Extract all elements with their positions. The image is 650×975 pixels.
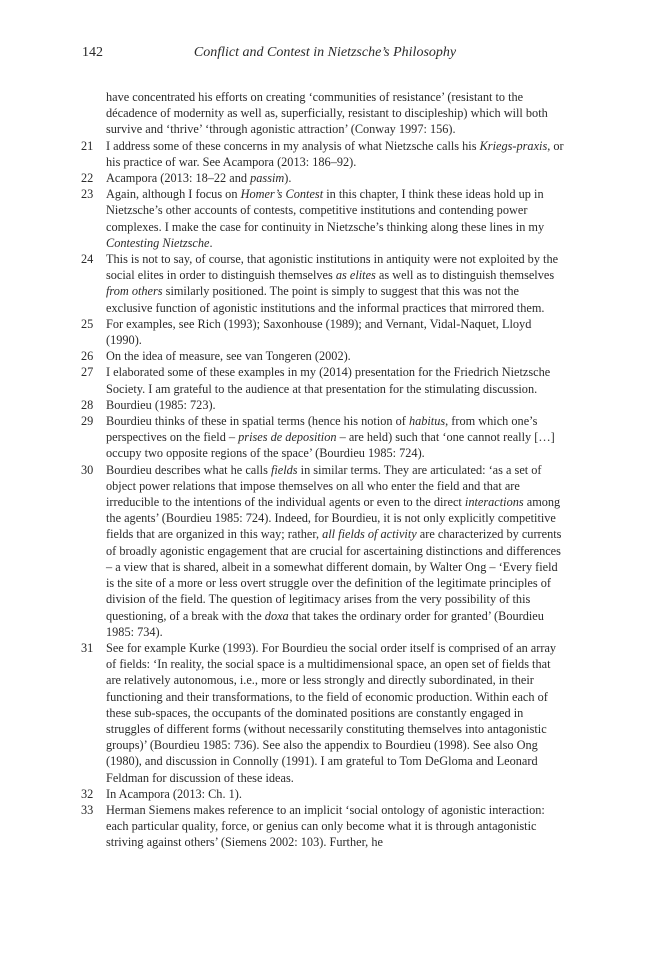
endnote (81, 413, 567, 462)
endnote-italic-text: passim (250, 171, 285, 186)
endnote-text-run: Bourdieu thinks of these in spatial terms (hence his notion of (106, 414, 409, 429)
endnote-italic-text: prises de deposition (238, 430, 337, 445)
endnote-text-run: . (209, 235, 213, 250)
endnote-text (106, 316, 567, 348)
endnote-text (106, 348, 567, 364)
endnote-text-run: are characterized by currents of broadly agonistic engagement that are crucial for ascertaining distinctions and differences – a view that is shared, albeit in a somewhat different domain, by Walter Ong – ‘Every field is the site of a more or less overt struggle over the definition of the legitimate principles of division of the field. The question of legitimacy arises from the very possibility of this questioning, of a break with the (106, 527, 562, 623)
endnote-italic-text: Kriegs-praxis (479, 138, 548, 153)
endnote-text-run: I elaborated some of these examples in my (2014) presentation for the Friedrich Nietzsche Society. I am grateful to the audience at that presentation for the stimulating discussion. (106, 365, 551, 396)
endnote-italic-text: Homer’s Contest (240, 187, 324, 202)
endnote-text-run: among the agents’ (Bourdieu 1985: 724). Indeed, for Bourdieu, it is not only explicitly competitive fields that are organized in this way; rather, (106, 495, 561, 542)
endnote-number: 28 (81, 397, 94, 412)
endnote (81, 802, 567, 851)
endnote-text (106, 364, 567, 396)
endnote-number: 23 (81, 187, 94, 202)
endnote-number: 24 (81, 252, 94, 267)
endnote-text (106, 462, 567, 640)
endnote-text (106, 186, 567, 251)
endnote-italic-text: fields (270, 462, 298, 477)
endnote (81, 170, 567, 186)
endnote-text (106, 413, 567, 462)
endnote (81, 364, 567, 396)
endnote-text-run: Again, although I focus on (106, 187, 241, 202)
endnote-text-run: similarly positioned. The point is simply to suggest that this was not the exclusive function of agonistic institutions and the informal practices that mirrored them. (106, 284, 545, 315)
endnote-italic-text: Contesting Nietzsche (106, 235, 210, 250)
endnote-text-run: In Acampora (2013: Ch. 1). (106, 786, 242, 801)
endnote (81, 462, 567, 640)
endnote-text-run: See for example Kurke (1993). For Bourdieu the social order itself is comprised of an array of fields: ‘In reality, the social space is a multidimensional space, an open set of fields that are relatively autonomous, i.e., more or less strongly and directly subordinated, in their functioning and their transformations, to the field of economic production. Within each of these sub-spaces, the occupants of the dominated positions are constantly engaged in struggles of different forms (without necessarily constituting themselves into antagonistic groups)’ (Bourdieu 1985: 736). See also the appendix to Bourdieu (1998). See also Ong (1980), and discussion in Connolly (1991). I am grateful to Tom DeGloma and Leonard Feldman for discussion of these ideas. (106, 640, 557, 785)
endnote-number: 21 (81, 138, 94, 153)
endnote-number: 25 (81, 316, 94, 331)
endnote (81, 316, 567, 348)
endnote-text (106, 251, 567, 316)
endnote-text (106, 170, 567, 186)
endnote-italic-text: from others (106, 284, 163, 299)
endnote-text-run: ). (284, 171, 292, 186)
endnote-text (106, 138, 567, 170)
endnote-text-run: in similar terms. They are articulated: ‘as a set of object power relations that impose themselves on all who enter the field and that are irreducible to the intentions of the individual agents or even to the direct (106, 462, 542, 510)
endnote-text-run: in this chapter, I think these ideas hold up in Nietzsche’s other accounts of contests, competitive institutions and contending power complexes. I make the case for continuity in Nietzsche’s thinking along these lines in my (106, 187, 545, 234)
endnote-number: 29 (81, 414, 94, 429)
endnote-text-run: as well as to distinguish themselves (375, 268, 555, 283)
endnote-italic-text: doxa (264, 608, 289, 623)
endnote-italic-text: interactions (464, 495, 524, 510)
endnote (81, 186, 567, 251)
endnote-text-run: On the idea of measure, see van Tongeren (2002). (106, 349, 351, 364)
endnote-number: 26 (81, 349, 94, 364)
endnote-text-run: Bourdieu describes what he calls (106, 462, 271, 477)
endnote-number: 33 (81, 802, 94, 817)
endnotes-list (81, 89, 567, 851)
endnote-number: 22 (81, 171, 94, 186)
endnote-text (106, 89, 567, 138)
endnote-text-run: that takes the ordinary order for granted’ (Bourdieu 1985: 734). (106, 608, 544, 639)
endnote (81, 138, 567, 170)
endnote-italic-text: all fields of activity (322, 527, 417, 542)
endnote-italic-text: as elites (335, 268, 376, 283)
endnote-text-run: , or his practice of war. See Acampora (2013: 186–92). (106, 138, 564, 169)
endnote-text-run: Acampora (2013: 18–22 and (106, 171, 251, 186)
endnote-number: 27 (81, 365, 94, 380)
endnote (81, 786, 567, 802)
endnote-text (106, 786, 567, 802)
endnote-text-run: Bourdieu (1985: 723). (106, 397, 216, 412)
endnote-text (106, 802, 567, 851)
endnote-number: 30 (81, 462, 94, 477)
endnote-text (106, 397, 567, 413)
endnote (81, 251, 567, 316)
endnote (81, 397, 567, 413)
running-title: Conflict and Contest in Nietzsche’s Philosophy (193, 45, 457, 60)
endnote-text-run: Herman Siemens makes reference to an implicit ‘social ontology of agonistic interaction: each particular quality, force, or genius can only become what it is through antagonistic striving against others’ (Siemens 2002: 103). Further, he (106, 802, 545, 850)
endnote-text-run: have concentrated his efforts on creating ‘communities of resistance’ (resistant to the décadence of modernity as well as, superficially, resistant to discipleship) which will both survive and ‘thrive’ ‘through agonistic attraction’ (Conway 1997: 156). (106, 90, 548, 137)
endnote-text-run: – are held) such that ‘one cannot really […] occupy two opposite regions of the space’ (Bourdieu 1985: 724). (106, 430, 555, 461)
endnote-text-run: This is not to say, of course, that agonistic institutions in antiquity were not exploited by the social elites in order to distinguish themselves (106, 252, 559, 283)
endnote (81, 89, 567, 138)
endnote-text (106, 640, 567, 786)
endnote-text-run: , from which one’s perspectives on the field – (106, 414, 538, 445)
running-header (82, 42, 568, 64)
endnote-number: 31 (81, 640, 94, 655)
page-number: 142 (82, 45, 103, 60)
endnote-italic-text: habitus (408, 414, 446, 429)
endnote-text-run: For examples, see Rich (1993); Saxonhouse (1989); and Vernant, Vidal-Naquet, Lloyd (1990). (106, 316, 532, 348)
endnote (81, 640, 567, 786)
endnote (81, 348, 567, 364)
endnote-text-run: I address some of these concerns in my analysis of what Nietzsche calls his (106, 138, 480, 153)
endnote-number: 32 (81, 786, 94, 801)
